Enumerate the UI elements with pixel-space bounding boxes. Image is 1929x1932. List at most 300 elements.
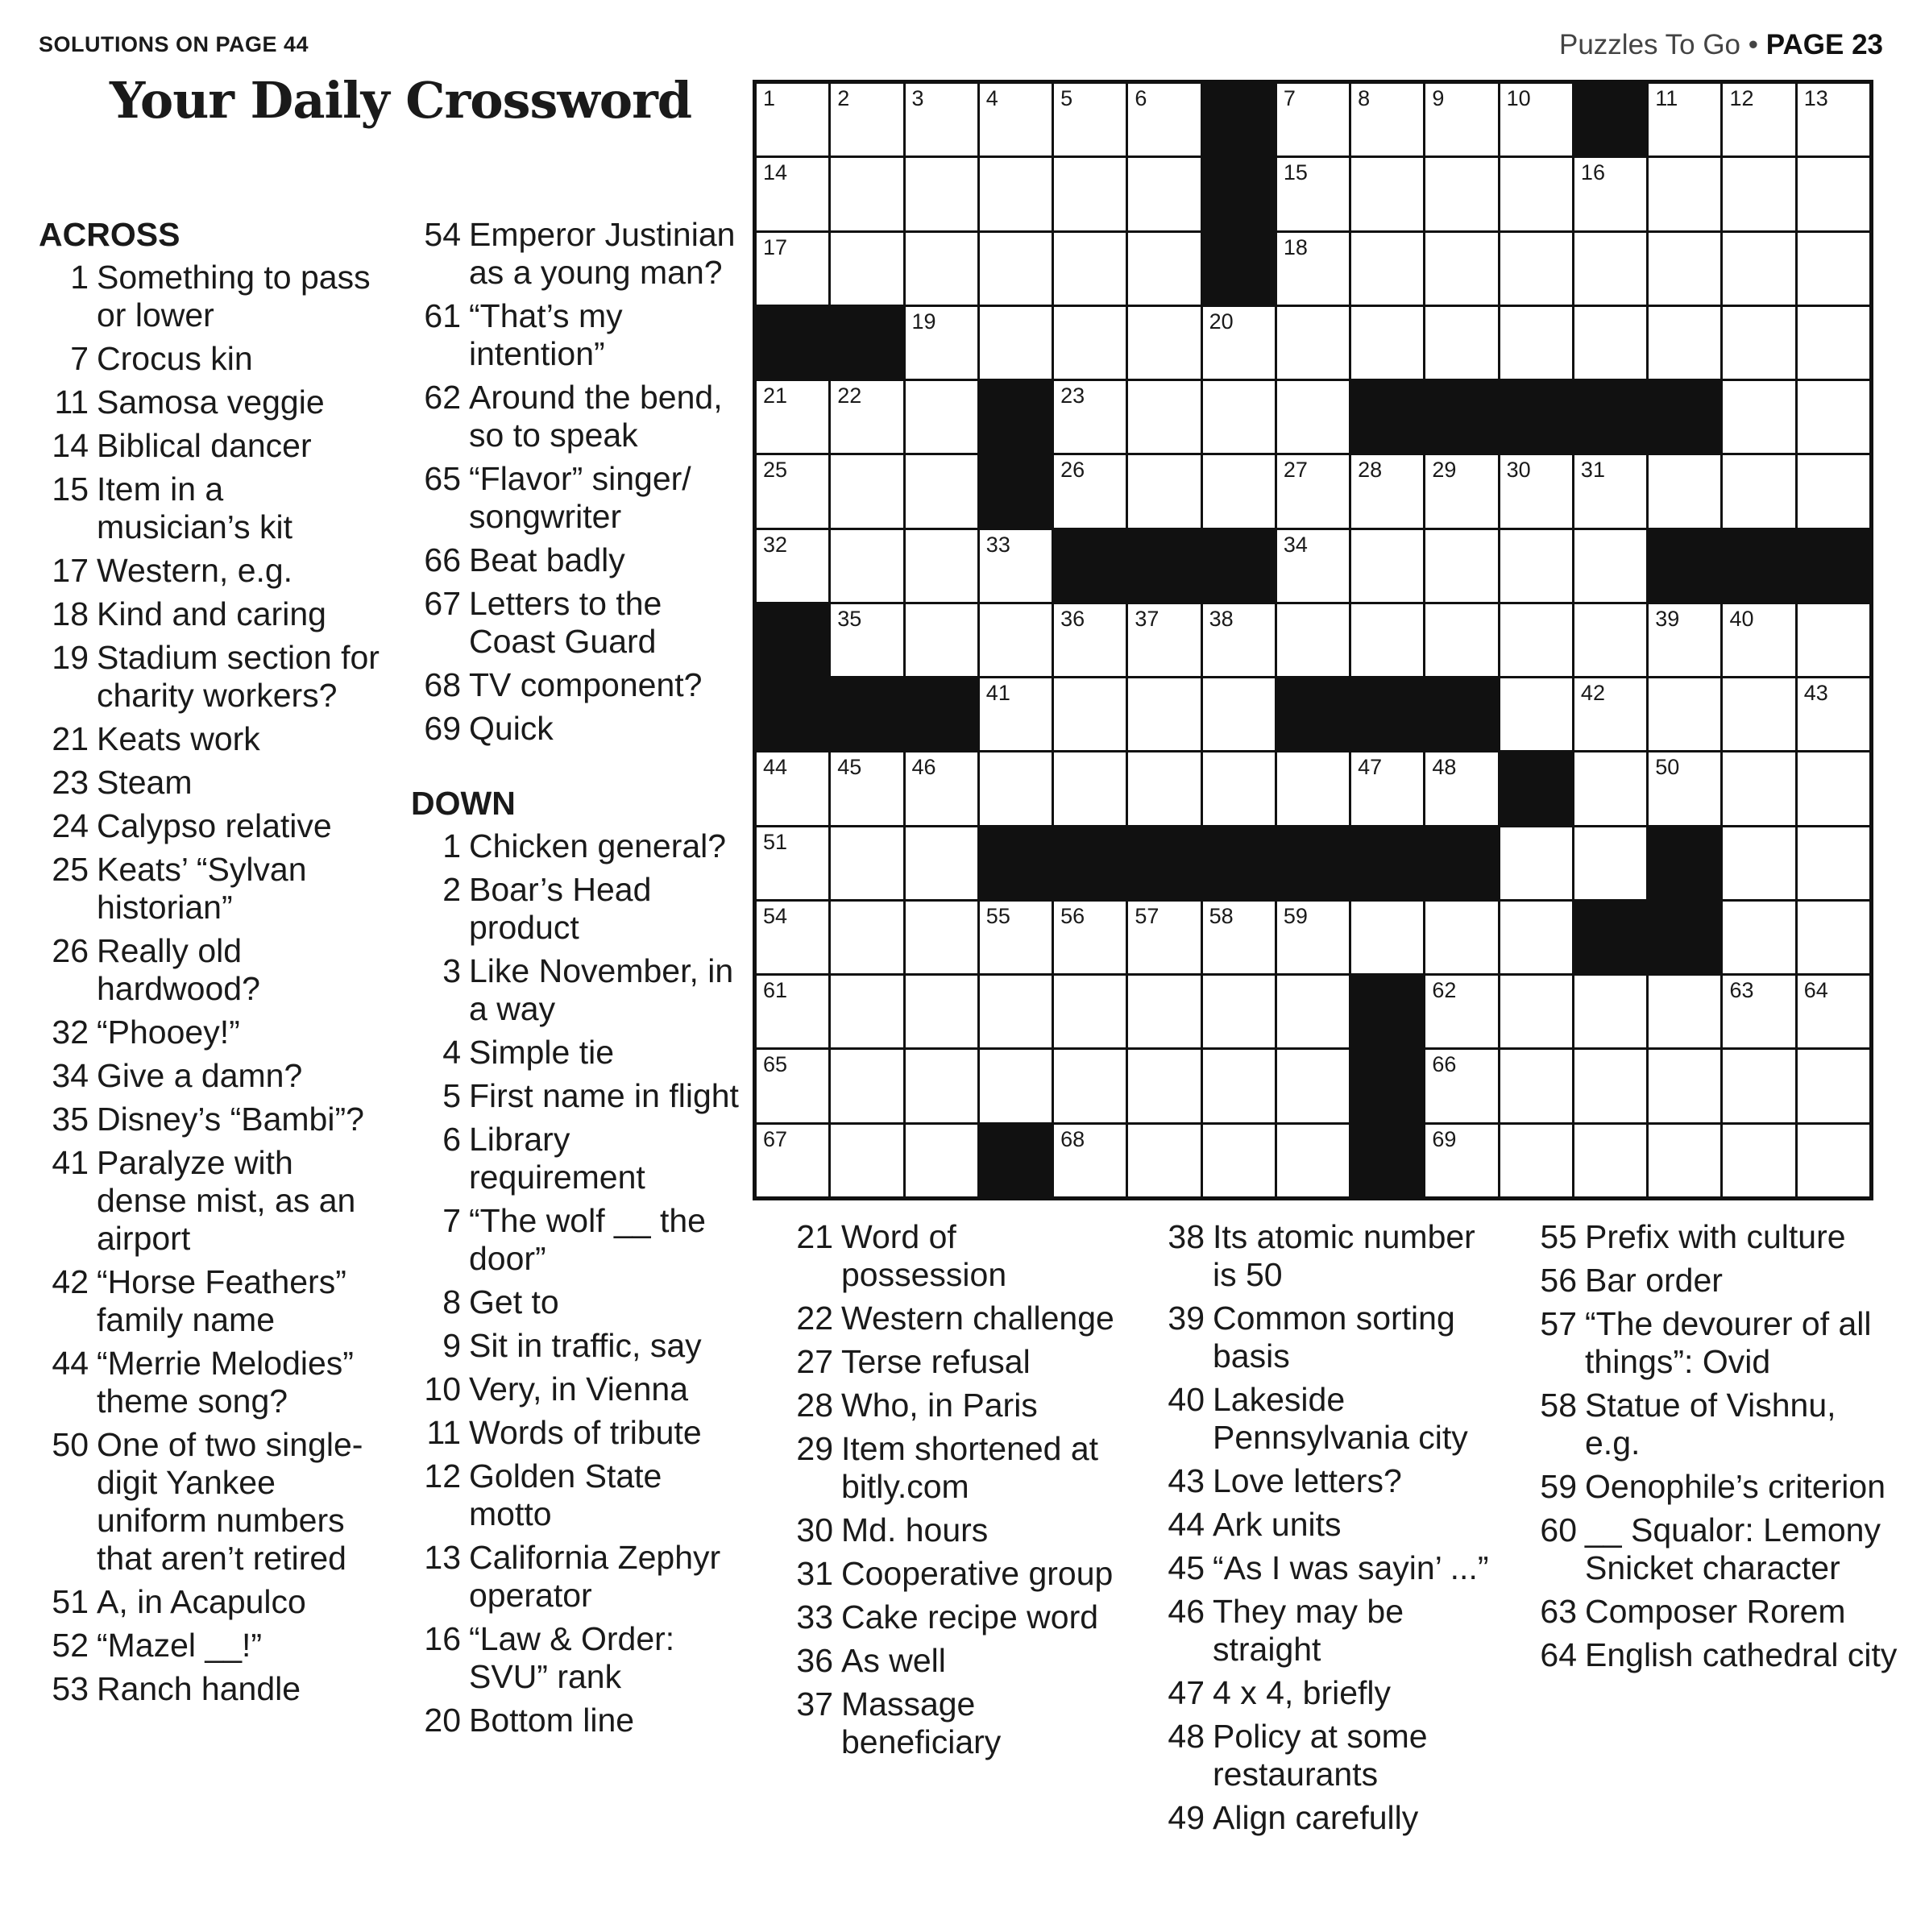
clue-number: 21 bbox=[796, 1218, 833, 1255]
grid-cell[interactable] bbox=[906, 1050, 977, 1121]
grid-cell[interactable] bbox=[980, 1050, 1052, 1121]
clue-number: 38 bbox=[1168, 1218, 1205, 1255]
clue-text: Lakeside Pennsylvania city bbox=[1213, 1381, 1468, 1456]
grid-cell[interactable] bbox=[1574, 604, 1646, 676]
grid-cell[interactable] bbox=[1574, 158, 1646, 230]
grid-cell[interactable] bbox=[906, 233, 977, 305]
grid-cell[interactable] bbox=[1649, 604, 1720, 676]
clue-number: 26 bbox=[52, 932, 89, 969]
clue-number: 2 bbox=[442, 871, 461, 908]
cell-number: 26 bbox=[1060, 458, 1085, 483]
clue-column-4 bbox=[1155, 1218, 1501, 1843]
grid-cell[interactable] bbox=[1054, 307, 1126, 379]
grid-cell[interactable] bbox=[757, 530, 828, 602]
grid-cell[interactable] bbox=[757, 1125, 828, 1196]
grid-cell[interactable] bbox=[980, 530, 1052, 602]
cell-number: 58 bbox=[1209, 903, 1234, 928]
grid-cell[interactable] bbox=[757, 233, 828, 305]
down-clue bbox=[1155, 1718, 1501, 1793]
grid-cell[interactable] bbox=[757, 84, 828, 155]
grid-cell[interactable] bbox=[1798, 84, 1869, 155]
grid-cell[interactable] bbox=[906, 604, 977, 676]
grid-cell[interactable] bbox=[1798, 827, 1869, 899]
across-clue bbox=[39, 851, 385, 927]
grid-cell[interactable] bbox=[1723, 381, 1794, 453]
grid-cell[interactable] bbox=[1723, 1050, 1794, 1121]
clue-number: 21 bbox=[52, 720, 89, 757]
grid-cell[interactable] bbox=[1351, 604, 1423, 676]
grid-cell[interactable] bbox=[1277, 455, 1349, 527]
grid-cell[interactable] bbox=[1128, 455, 1200, 527]
grid-cell[interactable] bbox=[1054, 158, 1126, 230]
down-clue bbox=[783, 1343, 1130, 1381]
grid-cell[interactable] bbox=[906, 902, 977, 973]
grid-cell[interactable] bbox=[1203, 976, 1275, 1047]
clue-text: __ Squalor: Lemony Snicket character bbox=[1585, 1511, 1881, 1586]
grid-cell[interactable] bbox=[1277, 233, 1349, 305]
grid-cell[interactable] bbox=[1798, 158, 1869, 230]
grid-cell[interactable] bbox=[1649, 976, 1720, 1047]
grid-cell[interactable] bbox=[1277, 381, 1349, 453]
grid-cell[interactable] bbox=[1723, 604, 1794, 676]
clue-number: 61 bbox=[424, 297, 461, 334]
grid-cell[interactable] bbox=[980, 678, 1052, 750]
grid-cell[interactable] bbox=[1277, 604, 1349, 676]
black-square bbox=[906, 678, 977, 750]
black-square bbox=[757, 307, 828, 379]
clue-number: 50 bbox=[52, 1426, 89, 1463]
clue-text: “As I was sayin’ ...” bbox=[1213, 1549, 1489, 1586]
across-clue bbox=[39, 595, 385, 633]
cell-number: 64 bbox=[1803, 978, 1828, 1003]
grid-cell[interactable] bbox=[1500, 1125, 1572, 1196]
grid-cell[interactable] bbox=[1128, 604, 1200, 676]
grid-cell[interactable] bbox=[1203, 604, 1275, 676]
grid-cell[interactable] bbox=[1128, 158, 1200, 230]
clue-text: A, in Acapulco bbox=[97, 1583, 306, 1620]
clue-number: 14 bbox=[52, 427, 89, 464]
grid-cell[interactable] bbox=[1425, 530, 1497, 602]
grid-cell[interactable] bbox=[1574, 678, 1646, 750]
clue-text: Sit in traffic, say bbox=[469, 1327, 702, 1364]
grid-cell[interactable] bbox=[1798, 381, 1869, 453]
clue-text: As well bbox=[841, 1642, 946, 1679]
grid-cell[interactable] bbox=[1203, 381, 1275, 453]
grid-cell[interactable] bbox=[1425, 1125, 1497, 1196]
grid-cell[interactable] bbox=[831, 455, 902, 527]
grid-cell[interactable] bbox=[1425, 902, 1497, 973]
clue-number: 35 bbox=[52, 1101, 89, 1138]
grid-cell[interactable] bbox=[1723, 1125, 1794, 1196]
clue-text: “Merrie Melodies” theme song? bbox=[97, 1345, 354, 1420]
clue-text: Md. hours bbox=[841, 1511, 989, 1549]
grid-cell[interactable] bbox=[831, 530, 902, 602]
grid-cell[interactable] bbox=[1574, 530, 1646, 602]
clue-number: 30 bbox=[796, 1511, 833, 1549]
grid-cell[interactable] bbox=[1798, 307, 1869, 379]
grid-cell[interactable] bbox=[757, 381, 828, 453]
grid-cell[interactable] bbox=[1798, 233, 1869, 305]
across-clue bbox=[411, 710, 749, 748]
grid-cell[interactable] bbox=[1277, 976, 1349, 1047]
grid-cell[interactable] bbox=[980, 976, 1052, 1047]
grid-cell[interactable] bbox=[1500, 455, 1572, 527]
grid-cell[interactable] bbox=[757, 158, 828, 230]
cell-number: 36 bbox=[1060, 606, 1085, 631]
clue-text: “Phooey!” bbox=[97, 1014, 240, 1051]
grid-cell[interactable] bbox=[757, 827, 828, 899]
across-clue bbox=[411, 379, 749, 454]
grid-cell[interactable] bbox=[1351, 84, 1423, 155]
grid-cell[interactable] bbox=[1277, 1050, 1349, 1121]
grid-cell[interactable] bbox=[1277, 158, 1349, 230]
grid-cell[interactable] bbox=[1649, 84, 1720, 155]
grid-cell[interactable] bbox=[1798, 1125, 1869, 1196]
clue-number: 36 bbox=[796, 1642, 833, 1679]
grid-cell[interactable] bbox=[980, 902, 1052, 973]
grid-cell[interactable] bbox=[1574, 233, 1646, 305]
grid-cell[interactable] bbox=[1351, 158, 1423, 230]
grid-cell[interactable] bbox=[831, 158, 902, 230]
grid-cell[interactable] bbox=[831, 604, 902, 676]
clue-number: 59 bbox=[1540, 1468, 1577, 1505]
grid-cell[interactable] bbox=[1798, 752, 1869, 824]
grid-cell[interactable] bbox=[1203, 902, 1275, 973]
cell-number: 44 bbox=[763, 755, 788, 780]
clue-text: Crocus kin bbox=[97, 340, 253, 377]
clue-text: “The wolf __ the door” bbox=[469, 1202, 706, 1277]
grid-cell[interactable] bbox=[1574, 976, 1646, 1047]
down-clue bbox=[1155, 1549, 1501, 1587]
grid-cell[interactable] bbox=[1574, 827, 1646, 899]
clue-text: Boar’s Head product bbox=[469, 871, 652, 946]
grid-cell[interactable] bbox=[1425, 604, 1497, 676]
clue-text: Align carefully bbox=[1213, 1799, 1419, 1836]
grid-cell[interactable] bbox=[1723, 678, 1794, 750]
grid-cell[interactable] bbox=[980, 307, 1052, 379]
grid-cell[interactable] bbox=[1425, 307, 1497, 379]
clue-text: Library requirement bbox=[469, 1121, 645, 1196]
grid-cell[interactable] bbox=[1203, 1050, 1275, 1121]
clue-number: 5 bbox=[442, 1077, 461, 1114]
grid-cell[interactable] bbox=[1425, 752, 1497, 824]
clue-text: Paralyze with dense mist, as an airport bbox=[97, 1144, 356, 1257]
grid-cell[interactable] bbox=[1723, 307, 1794, 379]
cell-number: 65 bbox=[763, 1052, 788, 1077]
grid-cell[interactable] bbox=[1574, 752, 1646, 824]
grid-cell[interactable] bbox=[1649, 678, 1720, 750]
clue-text: Massage beneficiary bbox=[841, 1685, 1002, 1760]
grid-cell[interactable] bbox=[1277, 902, 1349, 973]
grid-cell[interactable] bbox=[1425, 976, 1497, 1047]
grid-cell[interactable] bbox=[757, 455, 828, 527]
black-square bbox=[1798, 530, 1869, 602]
grid-cell[interactable] bbox=[980, 752, 1052, 824]
clue-number: 13 bbox=[424, 1539, 461, 1576]
grid-cell[interactable] bbox=[1649, 752, 1720, 824]
cell-number: 30 bbox=[1506, 458, 1531, 483]
cell-number: 32 bbox=[763, 532, 788, 557]
black-square bbox=[1574, 902, 1646, 973]
clue-text: Who, in Paris bbox=[841, 1387, 1038, 1424]
black-square bbox=[1723, 530, 1794, 602]
grid-cell[interactable] bbox=[1425, 233, 1497, 305]
grid-cell[interactable] bbox=[1054, 678, 1126, 750]
grid-cell[interactable] bbox=[1277, 307, 1349, 379]
clue-number: 37 bbox=[796, 1685, 833, 1723]
grid-cell[interactable] bbox=[1723, 752, 1794, 824]
grid-cell[interactable] bbox=[906, 84, 977, 155]
clue-text: Really old hardwood? bbox=[97, 932, 260, 1007]
grid-cell[interactable] bbox=[831, 233, 902, 305]
grid-cell[interactable] bbox=[1723, 233, 1794, 305]
across-clue bbox=[411, 297, 749, 373]
grid-cell[interactable] bbox=[1351, 455, 1423, 527]
cell-number: 69 bbox=[1432, 1126, 1457, 1151]
clue-number: 17 bbox=[52, 552, 89, 589]
black-square bbox=[1128, 827, 1200, 899]
grid-cell[interactable] bbox=[1351, 233, 1423, 305]
grid-cell[interactable] bbox=[1054, 233, 1126, 305]
clue-text: Bottom line bbox=[469, 1702, 635, 1739]
grid-cell[interactable] bbox=[1500, 604, 1572, 676]
grid-cell[interactable] bbox=[1277, 752, 1349, 824]
grid-cell[interactable] bbox=[980, 233, 1052, 305]
grid-cell[interactable] bbox=[1798, 455, 1869, 527]
grid-cell[interactable] bbox=[831, 976, 902, 1047]
grid-cell[interactable] bbox=[1277, 84, 1349, 155]
black-square bbox=[1351, 1125, 1423, 1196]
grid-cell[interactable] bbox=[1351, 307, 1423, 379]
down-clue bbox=[783, 1685, 1130, 1761]
grid-cell[interactable] bbox=[906, 752, 977, 824]
grid-cell[interactable] bbox=[757, 752, 828, 824]
publication-name: Puzzles To Go bbox=[1558, 29, 1741, 60]
grid-cell[interactable] bbox=[1054, 1125, 1126, 1196]
black-square bbox=[980, 827, 1052, 899]
cell-number: 34 bbox=[1283, 532, 1308, 557]
grid-cell[interactable] bbox=[1351, 902, 1423, 973]
across-clue bbox=[39, 1627, 385, 1665]
grid-cell[interactable] bbox=[1500, 1050, 1572, 1121]
clue-text: Cooperative group bbox=[841, 1555, 1114, 1592]
grid-cell[interactable] bbox=[1351, 530, 1423, 602]
black-square bbox=[1203, 158, 1275, 230]
grid-cell[interactable] bbox=[1500, 530, 1572, 602]
grid-cell[interactable] bbox=[1500, 902, 1572, 973]
clue-text: Emperor Justinian as a young man? bbox=[469, 216, 736, 291]
grid-cell[interactable] bbox=[906, 307, 977, 379]
across-clue bbox=[39, 639, 385, 715]
black-square bbox=[1649, 902, 1720, 973]
grid-cell[interactable] bbox=[1054, 976, 1126, 1047]
grid-cell[interactable] bbox=[757, 976, 828, 1047]
grid-cell[interactable] bbox=[831, 381, 902, 453]
grid-cell[interactable] bbox=[1500, 827, 1572, 899]
grid-cell[interactable] bbox=[831, 752, 902, 824]
grid-cell[interactable] bbox=[831, 902, 902, 973]
grid-cell[interactable] bbox=[1128, 84, 1200, 155]
clue-number: 28 bbox=[796, 1387, 833, 1424]
black-square bbox=[1574, 381, 1646, 453]
grid-cell[interactable] bbox=[1203, 307, 1275, 379]
black-square bbox=[757, 604, 828, 676]
grid-cell[interactable] bbox=[1798, 976, 1869, 1047]
clue-number: 68 bbox=[424, 666, 461, 703]
across-clue bbox=[39, 932, 385, 1008]
grid-cell[interactable] bbox=[1723, 827, 1794, 899]
grid-cell[interactable] bbox=[1128, 1050, 1200, 1121]
clue-text: Something to pass or lower bbox=[97, 259, 371, 334]
clue-number: 43 bbox=[1168, 1462, 1205, 1499]
grid-cell[interactable] bbox=[757, 902, 828, 973]
grid-cell[interactable] bbox=[1500, 976, 1572, 1047]
grid-cell[interactable] bbox=[906, 827, 977, 899]
grid-cell[interactable] bbox=[1723, 976, 1794, 1047]
down-clue bbox=[1527, 1636, 1898, 1674]
grid-cell[interactable] bbox=[1128, 976, 1200, 1047]
clue-number: 8 bbox=[442, 1283, 461, 1320]
cell-number: 61 bbox=[763, 978, 788, 1003]
grid-cell[interactable] bbox=[906, 158, 977, 230]
grid-cell[interactable] bbox=[1054, 381, 1126, 453]
grid-cell[interactable] bbox=[980, 84, 1052, 155]
down-heading: DOWN bbox=[411, 785, 516, 822]
cell-number: 16 bbox=[1580, 160, 1605, 185]
grid-cell[interactable] bbox=[906, 976, 977, 1047]
grid-cell[interactable] bbox=[1649, 1050, 1720, 1121]
across-clue bbox=[39, 427, 385, 465]
grid-cell[interactable] bbox=[1054, 604, 1126, 676]
grid-cell[interactable] bbox=[1798, 1050, 1869, 1121]
clue-number: 15 bbox=[52, 471, 89, 508]
grid-cell[interactable] bbox=[1649, 1125, 1720, 1196]
grid-cell[interactable] bbox=[906, 1125, 977, 1196]
clue-number: 55 bbox=[1540, 1218, 1577, 1255]
clue-text: Chicken general? bbox=[469, 827, 727, 864]
grid-cell[interactable] bbox=[1425, 158, 1497, 230]
grid-cell[interactable] bbox=[1425, 455, 1497, 527]
clue-number: 54 bbox=[424, 216, 461, 253]
grid-cell[interactable] bbox=[1054, 902, 1126, 973]
grid-cell[interactable] bbox=[906, 455, 977, 527]
grid-cell[interactable] bbox=[1649, 455, 1720, 527]
grid-cell[interactable] bbox=[1425, 1050, 1497, 1121]
grid-cell[interactable] bbox=[1203, 678, 1275, 750]
grid-cell[interactable] bbox=[1723, 902, 1794, 973]
across-clue bbox=[39, 383, 385, 421]
clue-text: Around the bend, so to speak bbox=[469, 379, 723, 454]
down-clue bbox=[1527, 1593, 1898, 1631]
grid-cell[interactable] bbox=[980, 604, 1052, 676]
grid-cell[interactable] bbox=[831, 827, 902, 899]
grid-cell[interactable] bbox=[1054, 84, 1126, 155]
grid-cell[interactable] bbox=[1128, 752, 1200, 824]
clue-number: 11 bbox=[426, 1414, 461, 1451]
clue-number: 58 bbox=[1540, 1387, 1577, 1424]
down-clue bbox=[1155, 1300, 1501, 1375]
grid-cell[interactable] bbox=[1649, 307, 1720, 379]
grid-cell[interactable] bbox=[980, 158, 1052, 230]
grid-cell[interactable] bbox=[1500, 307, 1572, 379]
page-title: Your Daily Crossword bbox=[110, 71, 692, 130]
down-clue bbox=[411, 1620, 749, 1696]
grid-cell[interactable] bbox=[1574, 455, 1646, 527]
across-clue bbox=[39, 807, 385, 845]
grid-cell[interactable] bbox=[1649, 158, 1720, 230]
clue-column-5 bbox=[1527, 1218, 1898, 1680]
clue-column-3 bbox=[783, 1218, 1130, 1767]
clue-text: Quick bbox=[469, 710, 554, 747]
grid-cell[interactable] bbox=[1128, 678, 1200, 750]
grid-cell[interactable] bbox=[831, 84, 902, 155]
black-square bbox=[1277, 678, 1349, 750]
grid-cell[interactable] bbox=[1203, 752, 1275, 824]
grid-cell[interactable] bbox=[1128, 381, 1200, 453]
grid-cell[interactable] bbox=[1203, 455, 1275, 527]
clue-text: Stadium section for charity workers? bbox=[97, 639, 380, 714]
grid-cell[interactable] bbox=[1128, 307, 1200, 379]
grid-cell[interactable] bbox=[1054, 455, 1126, 527]
down-clue bbox=[1155, 1462, 1501, 1500]
grid-cell[interactable] bbox=[1351, 752, 1423, 824]
grid-cell[interactable] bbox=[1203, 1125, 1275, 1196]
grid-cell[interactable] bbox=[1128, 233, 1200, 305]
grid-cell[interactable] bbox=[1277, 530, 1349, 602]
grid-cell[interactable] bbox=[1649, 233, 1720, 305]
grid-cell[interactable] bbox=[1574, 307, 1646, 379]
clue-text: Ark units bbox=[1213, 1506, 1342, 1543]
grid-cell[interactable] bbox=[1500, 678, 1572, 750]
grid-cell[interactable] bbox=[1574, 1125, 1646, 1196]
grid-cell[interactable] bbox=[1425, 84, 1497, 155]
grid-cell[interactable] bbox=[757, 1050, 828, 1121]
grid-cell[interactable] bbox=[1054, 1050, 1126, 1121]
grid-cell[interactable] bbox=[1798, 678, 1869, 750]
grid-cell[interactable] bbox=[1798, 902, 1869, 973]
grid-cell[interactable] bbox=[1798, 604, 1869, 676]
grid-cell[interactable] bbox=[1277, 1125, 1349, 1196]
grid-cell[interactable] bbox=[1500, 158, 1572, 230]
grid-cell[interactable] bbox=[1128, 1125, 1200, 1196]
down-clue bbox=[783, 1555, 1130, 1593]
cell-number: 38 bbox=[1209, 606, 1234, 631]
grid-cell[interactable] bbox=[1054, 752, 1126, 824]
grid-cell[interactable] bbox=[906, 381, 977, 453]
black-square bbox=[980, 381, 1052, 453]
down-clue bbox=[411, 871, 749, 947]
clue-text: Item shortened at bitly.com bbox=[841, 1430, 1099, 1505]
down-clue bbox=[411, 1414, 749, 1452]
clue-number: 51 bbox=[52, 1583, 89, 1620]
clue-text: Kind and caring bbox=[97, 595, 326, 632]
grid-cell[interactable] bbox=[1128, 902, 1200, 973]
clue-number: 9 bbox=[442, 1327, 461, 1364]
grid-cell[interactable] bbox=[1500, 233, 1572, 305]
grid-cell[interactable] bbox=[1723, 158, 1794, 230]
clue-text: Samosa veggie bbox=[97, 383, 325, 421]
grid-cell[interactable] bbox=[1500, 84, 1572, 155]
grid-cell[interactable] bbox=[1574, 1050, 1646, 1121]
clue-number: 62 bbox=[424, 379, 461, 416]
clue-number: 45 bbox=[1168, 1549, 1205, 1586]
grid-cell[interactable] bbox=[831, 1050, 902, 1121]
down-clue bbox=[411, 1327, 749, 1365]
grid-cell[interactable] bbox=[1723, 84, 1794, 155]
grid-cell[interactable] bbox=[906, 530, 977, 602]
grid-cell[interactable] bbox=[831, 1125, 902, 1196]
grid-cell[interactable] bbox=[1723, 455, 1794, 527]
